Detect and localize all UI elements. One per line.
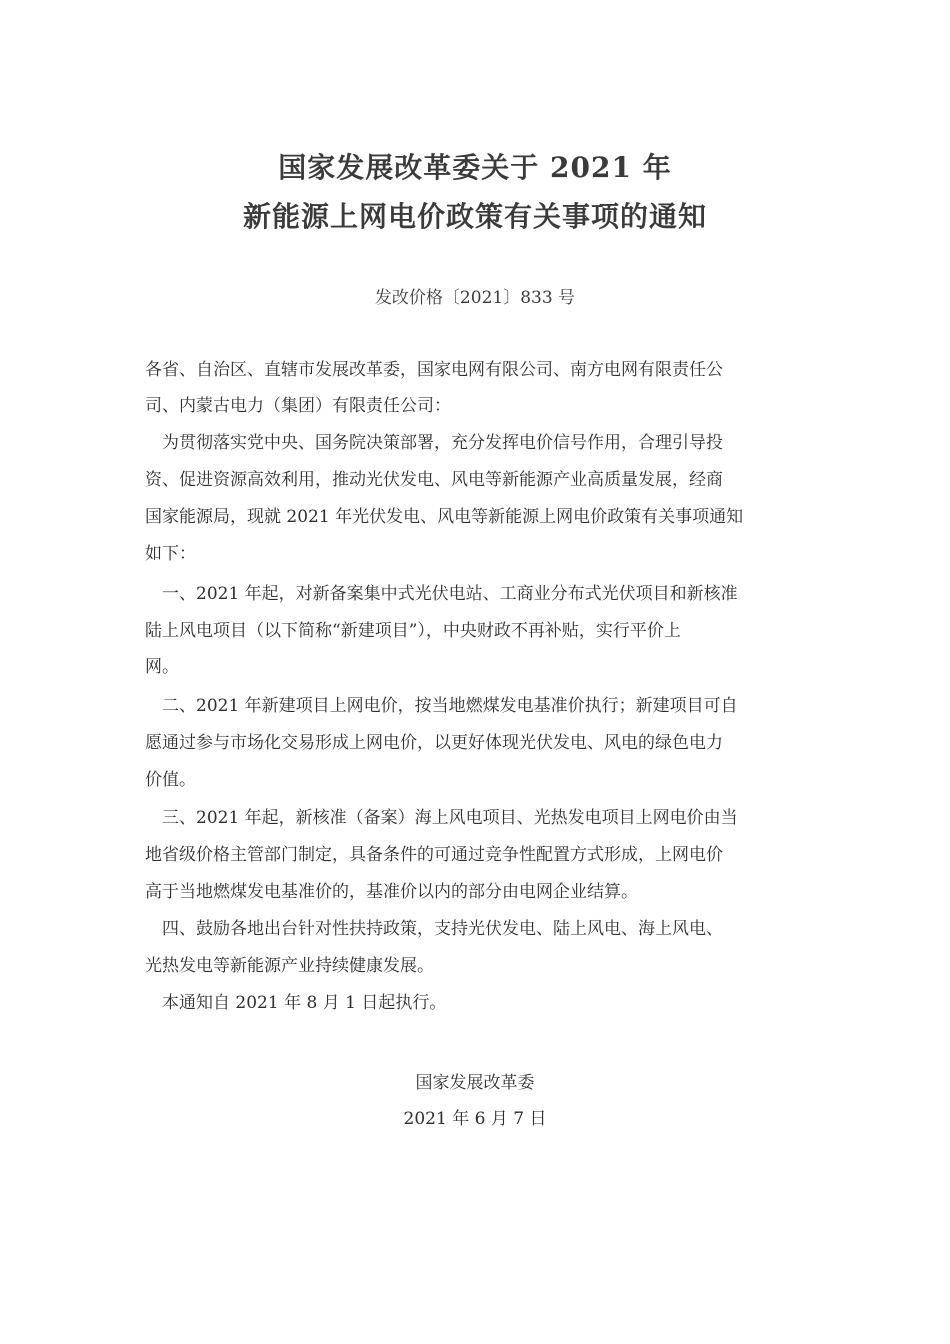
paragraph-line: 高于当地燃煤发电基准价的，基准价以内的部分由电网企业结算。 [145, 882, 638, 902]
addressee-line: 各省、自治区、直辖市发展改革委，国家电网有限公司、南方电网有限责任公 [145, 360, 723, 380]
paragraph-line: 四、鼓励各地出台针对性扶持政策，支持光伏发电、陆上风电、海上风电、 [162, 919, 723, 939]
document-number: 发改价格〔2021〕833 号 [374, 288, 576, 308]
paragraph-line: 本通知自 2021 年 8 月 1 日起执行。 [162, 993, 447, 1013]
paragraph-line: 二、2021 年新建项目上网电价，按当地燃煤发电基准价执行；新建项目可自 [162, 696, 738, 716]
paragraph-line: 愿通过参与市场化交易形成上网电价，以更好体现光伏发电、风电的绿色电力 [145, 733, 723, 753]
paragraph-line: 网。 [145, 657, 179, 677]
paragraph-line: 地省级价格主管部门制定，具备条件的可通过竞争性配置方式形成，上网电价 [145, 845, 723, 865]
notice-title-line-1: 国家发展改革委关于 2021 年 [278, 151, 672, 184]
paragraph-line: 价值。 [145, 770, 196, 790]
paragraph-line: 如下： [145, 544, 196, 564]
paragraph-line: 一、2021 年起，对新备案集中式光伏电站、工商业分布式光伏项目和新核准 [162, 584, 738, 604]
signature-date: 2021 年 6 月 7 日 [403, 1109, 547, 1129]
signature-organization: 国家发展改革委 [415, 1073, 535, 1093]
notice-title-line-2: 新能源上网电价政策有关事项的通知 [242, 200, 707, 233]
addressee-line: 司、内蒙古电力（集团）有限责任公司： [145, 396, 451, 416]
paragraph-line: 光热发电等新能源产业持续健康发展。 [145, 956, 434, 976]
paragraph-line: 陆上风电项目（以下简称“新建项目”），中央财政不再补贴，实行平价上 [145, 621, 681, 641]
paragraph-line: 资、促进资源高效利用，推动光伏发电、风电等新能源产业高质量发展，经商 [145, 470, 723, 490]
paragraph-line: 国家能源局，现就 2021 年光伏发电、风电等新能源上网电价政策有关事项通知 [145, 507, 744, 527]
paragraph-line: 三、2021 年起，新核准（备案）海上风电项目、光热发电项目上网电价由当 [162, 808, 738, 828]
paragraph-line: 为贯彻落实党中央、国务院决策部署，充分发挥电价信号作用，合理引导投 [162, 433, 723, 453]
